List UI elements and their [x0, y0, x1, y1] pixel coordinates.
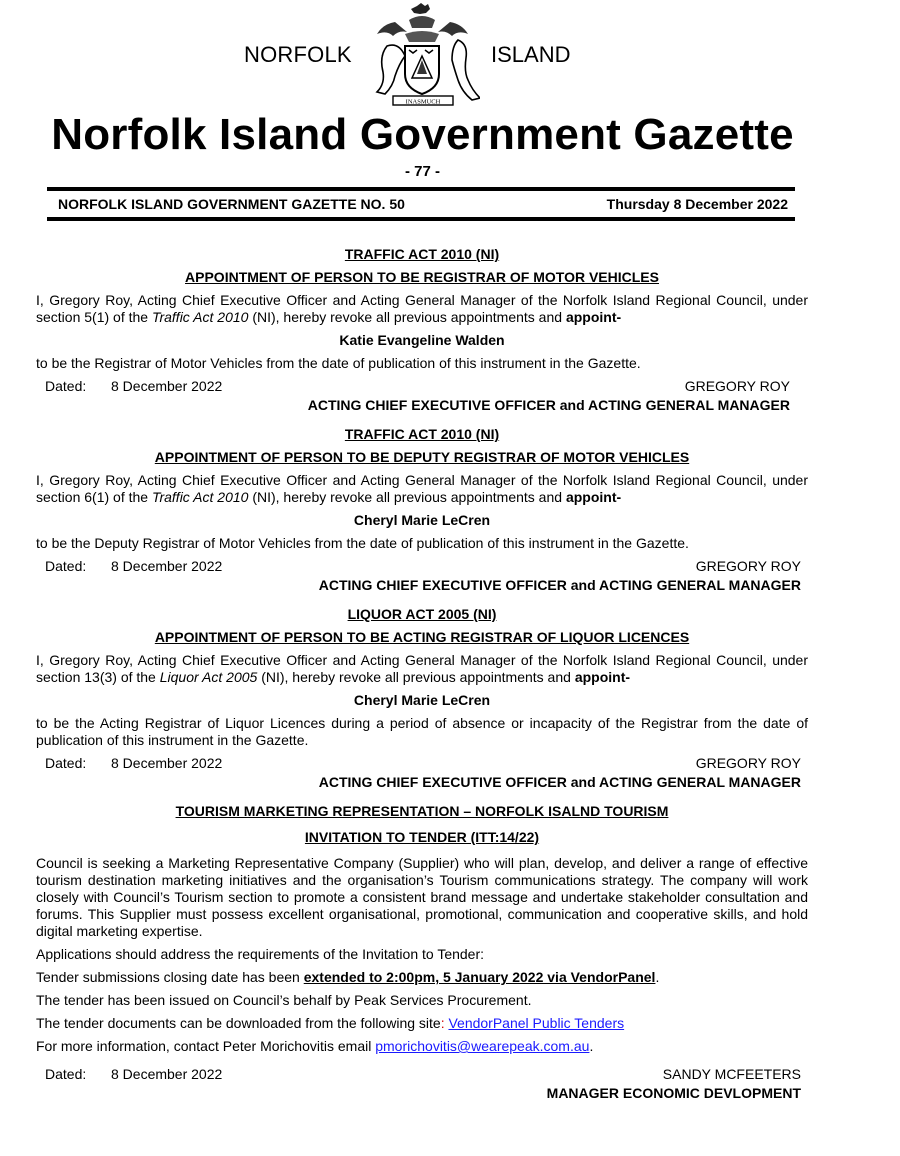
notice-tourism-tender: [36, 803, 808, 1102]
gazette-date: Thursday 8 December 2022: [606, 196, 788, 212]
masthead-right-word: ISLAND: [491, 42, 571, 67]
appoint-word: appoint-: [574, 669, 631, 685]
notice-intro: I, Gregory Roy, Acting Chief Executive Officer and Acting General Manager of the Norfolk Island Regional Council, under section 5(1) of the Traffic Act 2010 (NI), hereby revoke all previous appointments and appoint-: [36, 292, 808, 325]
gazette-number: NORFOLK ISLAND GOVERNMENT GAZETTE NO. 50: [58, 196, 405, 212]
dated-value: 8 December 2022: [111, 378, 223, 394]
tender-body: Council is seeking a Marketing Representative Company (Supplier) who will plan, develop, and deliver a range of effective tourism destination marketing initiatives and the organisation’s Tourism communications strategy. The company will work closely with Council’s Tourism section to promote a consistent brand message and undertake stakeholder consultation and forums. This Supplier must possess excellent organisational, promotional, communication and cooperative skills, and hold digital marketing expertise.: [36, 855, 808, 939]
dated-label: Dated:: [45, 755, 87, 771]
appointee-name: Cheryl Marie LeCren: [353, 512, 491, 528]
closing-date-emphasis: extended to 2:00pm, 5 January 2022 via VendorPanel: [303, 969, 656, 985]
tender-download: The tender documents can be downloaded from the following site: VendorPanel Public Tenders: [36, 1015, 625, 1031]
dated-row: [36, 558, 808, 575]
tender-closing: Tender submissions closing date has been extended to 2:00pm, 5 January 2022 via VendorPanel.: [36, 969, 660, 985]
signatory-role: ACTING CHIEF EXECUTIVE OFFICER and ACTING GENERAL MANAGER: [318, 774, 801, 790]
appoint-word: appoint-: [565, 489, 622, 505]
dated-row: [36, 378, 808, 395]
notice-heading: APPOINTMENT OF PERSON TO BE REGISTRAR OF MOTOR VEHICLES: [185, 269, 659, 285]
notice-heading: APPOINTMENT OF PERSON TO BE DEPUTY REGISTRAR OF MOTOR VEHICLES: [154, 449, 690, 465]
gazette-body: [36, 246, 808, 1114]
notice-outcome: to be the Acting Registrar of Liquor Licences during a period of absence or incapacity of the Registrar from the date of publication of this instrument in the Gazette.: [36, 715, 808, 748]
signatory: GREGORY ROY: [684, 378, 790, 394]
dated-row: [36, 1066, 808, 1083]
signatory-role: ACTING CHIEF EXECUTIVE OFFICER and ACTING GENERAL MANAGER: [307, 397, 790, 413]
appointee-name: Katie Evangeline Walden: [339, 332, 505, 348]
signatory: GREGORY ROY: [695, 558, 801, 574]
vendorpanel-link[interactable]: VendorPanel Public Tenders: [448, 1015, 625, 1031]
notice-deputy-registrar-motor-vehicles: [36, 426, 808, 594]
tender-issued: The tender has been issued on Council’s behalf by Peak Services Procurement.: [36, 992, 532, 1008]
notice-intro: I, Gregory Roy, Acting Chief Executive Officer and Acting General Manager of the Norfolk Island Regional Council, under section 6(1) of the Traffic Act 2010 (NI), hereby revoke all previous appointments and appoint-: [36, 472, 808, 505]
notice-outcome: to be the Deputy Registrar of Motor Vehicles from the date of publication of this instrument in the Gazette.: [36, 535, 689, 551]
dated-label: Dated:: [45, 1066, 87, 1082]
masthead: [0, 0, 900, 112]
dated-row: [36, 755, 808, 772]
page-number: - 77 -: [404, 163, 440, 180]
act-name-italic: Traffic Act 2010: [151, 489, 249, 505]
notice-outcome: to be the Registrar of Motor Vehicles from the date of publication of this instrument in the Gazette.: [36, 355, 641, 371]
svg-text:INASMUCH: INASMUCH: [405, 98, 441, 106]
bottom-rule: [47, 217, 795, 221]
gazette-title: Norfolk Island Government Gazette: [51, 110, 794, 159]
tender-heading: TOURISM MARKETING REPRESENTATION – NORFOLK ISALND TOURISM: [175, 803, 669, 819]
dated-label: Dated:: [45, 558, 87, 574]
contact-email-link[interactable]: pmorichovitis@wearepeak.com.au: [375, 1038, 590, 1054]
dated-label: Dated:: [45, 378, 87, 394]
act-name-italic: Liquor Act 2005: [159, 669, 258, 685]
signatory: GREGORY ROY: [695, 755, 801, 771]
top-rule: [47, 187, 795, 191]
tender-applications: Applications should address the requirements of the Invitation to Tender:: [36, 946, 485, 962]
appoint-word: appoint-: [565, 309, 622, 325]
notice-heading: APPOINTMENT OF PERSON TO BE ACTING REGISTRAR OF LIQUOR LICENCES: [154, 629, 690, 645]
notice-intro: I, Gregory Roy, Acting Chief Executive Officer and Acting General Manager of the Norfolk Island Regional Council, under section 13(3) of the Liquor Act 2005 (NI), hereby revoke all previous appointments and appoint-: [36, 652, 808, 685]
dated-value: 8 December 2022: [111, 1066, 223, 1082]
signatory-role: ACTING CHIEF EXECUTIVE OFFICER and ACTING GENERAL MANAGER: [318, 577, 801, 593]
signatory: SANDY MCFEETERS: [662, 1066, 801, 1082]
signatory-role: MANAGER ECONOMIC DEVLOPMENT: [546, 1085, 801, 1101]
coat-of-arms-icon: [365, 2, 480, 108]
masthead-left-word: NORFOLK: [244, 42, 352, 67]
tender-subheading: INVITATION TO TENDER (ITT:14/22): [304, 829, 540, 845]
notice-act-title: LIQUOR ACT 2005 (NI): [347, 606, 497, 622]
notice-act-title: TRAFFIC ACT 2010 (NI): [344, 426, 500, 442]
notice-act-title: TRAFFIC ACT 2010 (NI): [344, 246, 500, 262]
issue-bar: [58, 196, 788, 212]
appointee-name: Cheryl Marie LeCren: [353, 692, 491, 708]
act-name-italic: Traffic Act 2010: [151, 309, 249, 325]
dated-value: 8 December 2022: [111, 755, 223, 771]
notice-registrar-motor-vehicles: [36, 246, 808, 414]
dated-value: 8 December 2022: [111, 558, 223, 574]
tender-contact: For more information, contact Peter Morichovitis email pmorichovitis@wearepeak.com.au.: [36, 1038, 594, 1054]
notice-acting-registrar-liquor-licences: [36, 606, 808, 791]
